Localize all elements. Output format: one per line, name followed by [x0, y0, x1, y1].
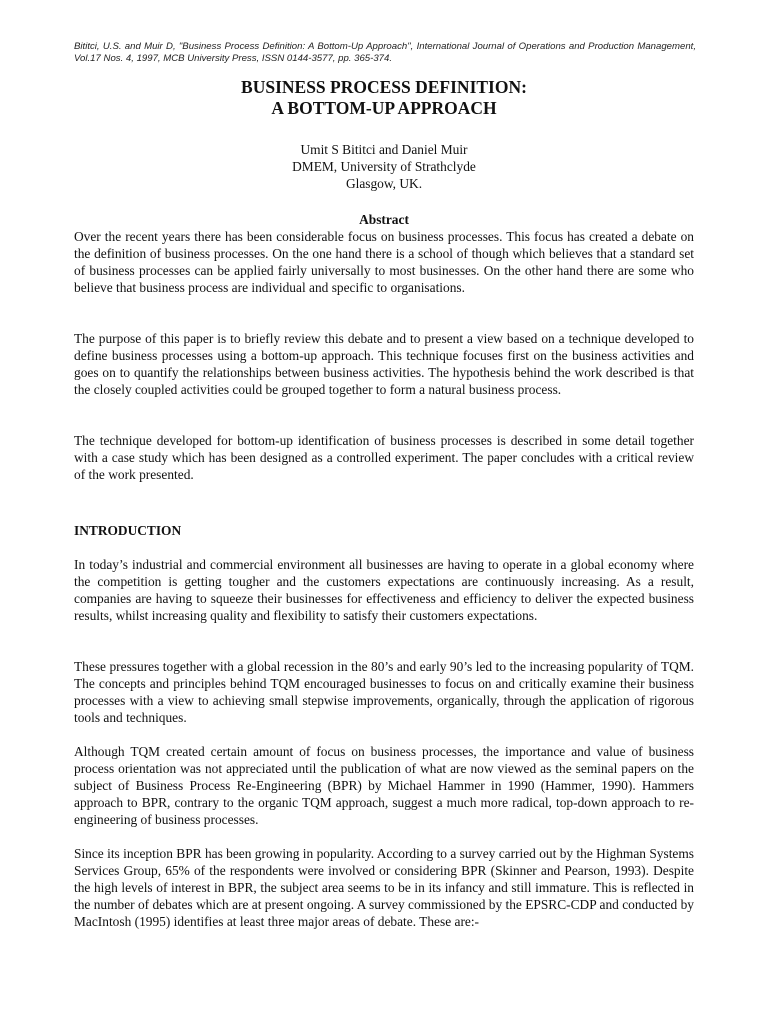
author-names: Umit S Bititci and Daniel Muir — [300, 142, 468, 157]
paper-title — [74, 77, 694, 119]
author-affiliation: DMEM, University of Strathclyde — [292, 159, 476, 174]
introduction-paragraph: In today’s industrial and commercial environment all businesses are having to operate in a global economy where the competition is getting tougher and the customers expectations are continuously increasing. As a result, companies are having to squeeze their businesses for effectiveness and efficiency to deliver the expected business results, whilst increasing quality and flexibility to satisfy their customers expectations. — [74, 557, 694, 623]
abstract-heading: Abstract — [359, 212, 409, 227]
abstract-paragraph: The technique developed for bottom-up identification of business processes is described in some detail together with a case study which has been designed as a controlled experiment. The paper concludes with a critical review of the work presented. — [74, 433, 694, 482]
abstract-paragraph: Over the recent years there has been considerable focus on business processes. This focus has created a debate on the definition of business processes. On the one hand there is a school of though which believes that a standard set of business processes can be applied fairly universally to most businesses. On the other hand there are some who believe that business process are individual and specific to organisations. — [74, 229, 694, 295]
abstract-paragraph: The purpose of this paper is to briefly review this debate and to present a view based on a technique developed to define business processes using a bottom-up approach. This technique focuses first on the business activities and goes on to quantify the relationships between business activities. The hypothesis behind the work described is that the closely coupled activities could be grouped together to form a natural business process. — [74, 331, 694, 397]
introduction-paragraph: These pressures together with a global recession in the 80’s and early 90’s led to the increasing popularity of TQM. The concepts and principles behind TQM encouraged businesses to focus on and critically examine their business processes with a view to achieving small stepwise improvements, organically, through the application of rigorous tools and techniques. — [74, 659, 694, 725]
introduction-paragraph: Although TQM created certain amount of focus on business processes, the importance and value of business process orientation was not appreciated until the publication of what are now viewed as the seminal papers on the subject of Business Process Re-Engineering (BPR) by Michael Hammer in 1990 (Hammer, 1990). Hammers approach to BPR, contrary to the organic TQM approach, suggest a much more radical, top-down approach to re-engineering of business processes. — [74, 744, 694, 827]
introduction-paragraph: Since its inception BPR has been growing in popularity. According to a survey carried out by the Highman Systems Services Group, 65% of the respondents were involved or considering BPR (Skinner and Pearson, 1993). Despite the high levels of interest in BPR, the subject area seems to be in its infancy and still immature. This is reflected in the number of debates which are at present ongoing. A survey commissioned by the EPSRC-CDP and conducted by MacIntosh (1995) identifies at least three major areas of debate. These are:- — [74, 846, 694, 929]
paper-title-line-2: A BOTTOM-UP APPROACH — [271, 98, 497, 118]
author-block — [74, 141, 694, 192]
paper-title-line-1: BUSINESS PROCESS DEFINITION: — [241, 77, 527, 97]
introduction-heading: INTRODUCTION — [74, 523, 182, 538]
author-location: Glasgow, UK. — [345, 176, 423, 191]
citation-header: Bititci, U.S. and Muir D, "Business Process Definition: A Bottom-Up Approach", International Journal of Operations and Production Management, Vol.17 Nos. 4, 1997, MCB University Press, ISSN 0144-3577, pp. 365-374. — [74, 41, 696, 64]
